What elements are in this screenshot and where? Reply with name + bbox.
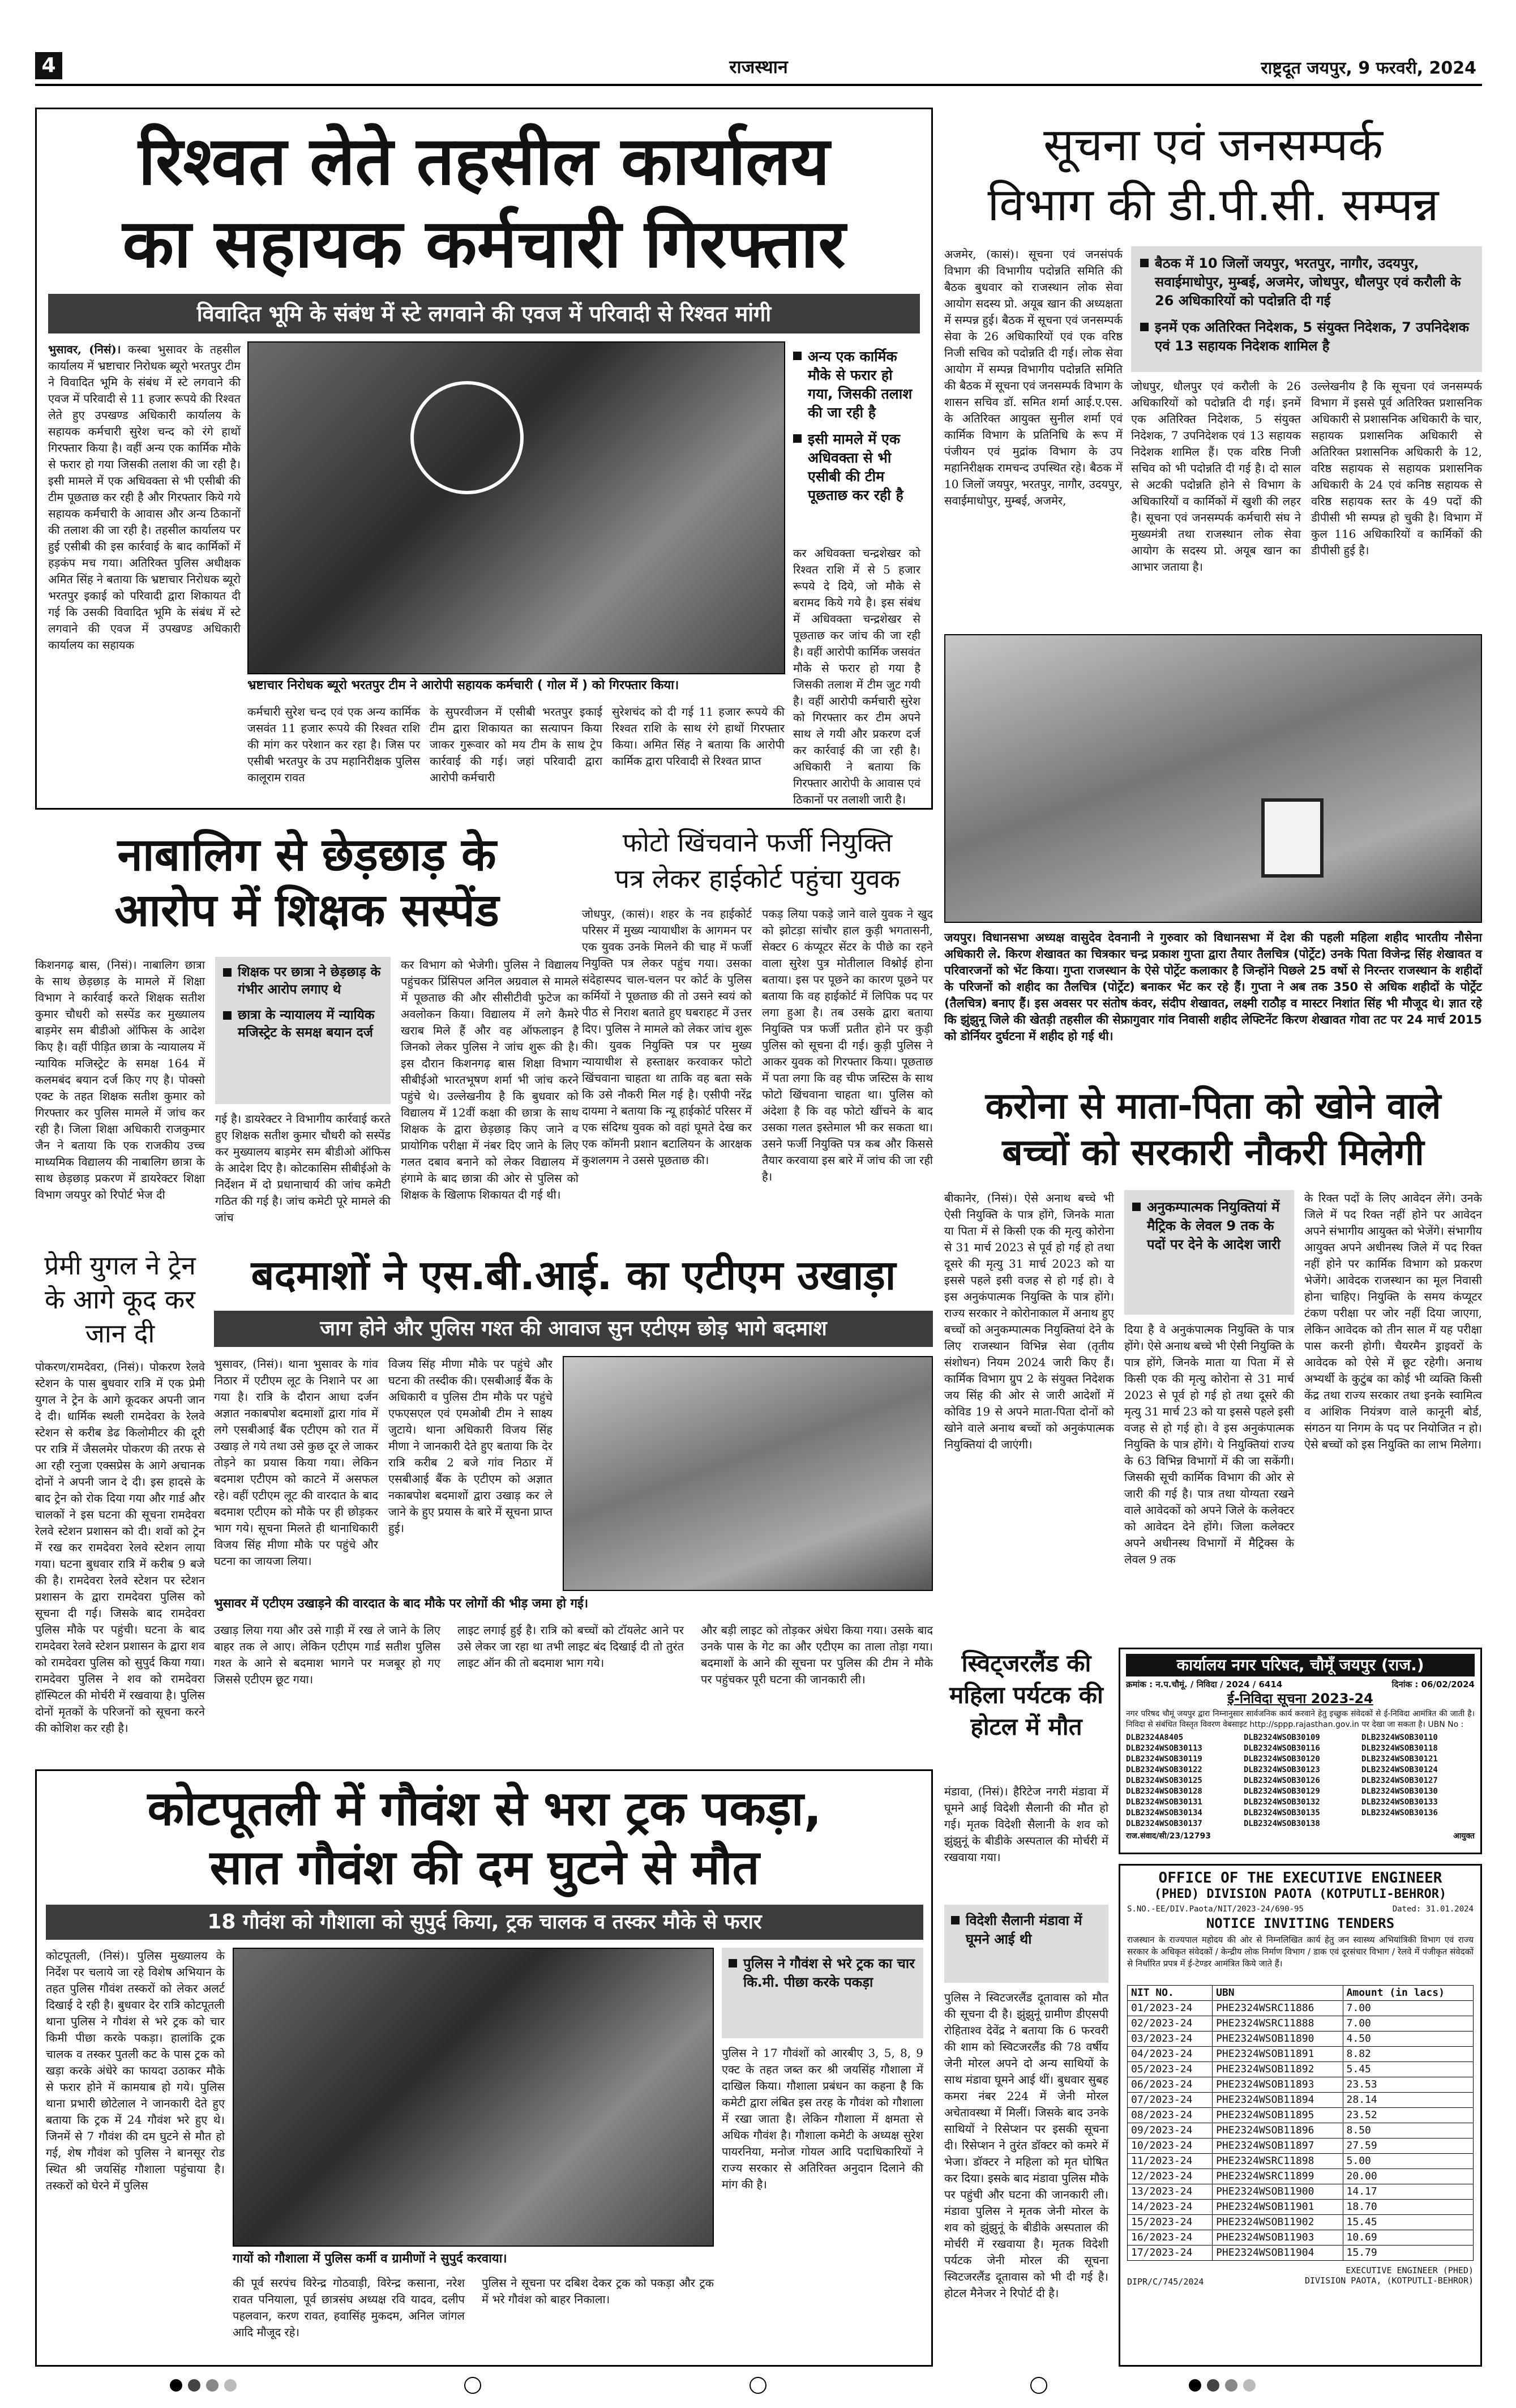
ad2-cell-amount: 28.14 bbox=[1343, 2092, 1473, 2107]
body-bribe-col1 bbox=[48, 341, 241, 797]
ad2-cell-ubn: PHE2324WSOB11892 bbox=[1213, 2061, 1343, 2077]
headline-bribe-1: रिश्वत लेते तहसील कार्यालय bbox=[138, 122, 830, 200]
ad2-cell-nit: 09/2023-24 bbox=[1128, 2123, 1213, 2138]
dateline-bribe: भुसावर, (निसं)। bbox=[48, 343, 121, 356]
ad2-cell-amount: 23.52 bbox=[1343, 2107, 1473, 2123]
body-train: पोकरण/रामदेवरा, (निसं)। पोकरण रेलवे स्टेशन के पास बुधवार रात्रि में एक प्रेमी युगल ने ट्रेन के आगे कूदकर अपनी जान दे दी। धार्मिक स्थली रामदेवरा के रेलवे स्टेशन से करीब डेढ किलोमीटर की दूरी पर रात्रि में जैसलमेर पोकरण की तरफ से आ रही रनुजा एक्सप्रेस के आगे अचानक दोनों ने अपनी जान दे दी। इस हादसे के बाद ट्रेन को रोक दिया गया और गार्ड और चालकों ने इस घटना की सूचना रामदेवरा रेलवे स्टेशन प्रशासन को दी। शवों को ट्रेन में रख कर रामदेवरा रेलवे स्टेशन लाया गया। घटना बुधवार रात्रि में करीब 9 बजे की है। रामदेवरा रेलवे स्टेशन पर स्टेशन प्रशासन के द्वारा रामदेवरा पुलिस को सूचना दी गई। जिसके बाद रामदेवरा पुलिस मौके पर पहुंची। घटना के बाद रामदेवरा रेलवे स्टेशन प्रशासन के द्वारा शव को रामदेवरा पुलिस को सुपुर्द किया गया। रामदेवरा पुलिस ने शव को रामदेवरा हॉस्पिटल की मोर्चरी में रखवाया है। पुलिस दोनों मृतकों के परिजनों को सूचना करने की कोशिश कर रही है। bbox=[35, 1360, 205, 1735]
table-row bbox=[1128, 2092, 1474, 2107]
ad2-cell-ubn: PHE2324WSOB11901 bbox=[1213, 2199, 1343, 2214]
callout-bribe-1: अन्य एक कार्मिक मौके से फरार हो गया, जिसकी तलाश की जा रही है bbox=[793, 347, 920, 422]
ad2-cell-amount: 20.00 bbox=[1343, 2169, 1473, 2184]
body-atm-right: विजय सिंह मीणा मौके पर पहुंचे और घटना की तस्दीक की। एसबीआई बैंक के अधिकारी व पुलिस टीम मौके पर पहुंचे एफएसएल एवं एमओबी टीम ने साक्ष्य जुटाये। थाना अधिकारी विजय सिंह मीणा ने जानकारी देते हुए बताया कि देर रात्रि करीब 2 बजे गांव निठार में एसबीआई बैंक के एटीएम को अज्ञात नकाबपोश बदमाशों द्वारा उखाड़ कर ले जाने के हुए प्रयास के बारे में सूचना प्राप्त हुई। bbox=[388, 1357, 553, 1535]
covid-highlight-box bbox=[1124, 1190, 1294, 1315]
photo-cattle-shelter bbox=[233, 1948, 714, 2247]
ad2-cell-ubn: PHE2324WSOB11893 bbox=[1213, 2077, 1343, 2092]
footer-dot bbox=[1189, 2379, 1201, 2392]
ad1-ubn-code: DLB2324WSOB30109 bbox=[1244, 1733, 1320, 1742]
body-bribe-right: कर अधिवक्ता चन्द्रशेखर को रिश्वत राशि में से 5 हजार रूपये दे दिये, जो मौके से बरामद किये गये है। इस संबंध में अधिवक्ता चन्द्रशेखर से पूछताछ कर जांच की जा रही है। वहीं आरोपी कार्मिक जसवंत मौके से फरार हो गया है जिसकी तलाश में टीम जुट गयी है। वहीं आरोपी कर्मचारी सुरेश को गिरफ्तार कर टीम अपने साथ ले गयी और प्रकरण दर्ज कर कार्रवाई की जा रही है। अधिकारी ने बताया कि गिरफ्तार आरोपी के आवास एवं ठिकानों पर तलाशी जारी है। bbox=[793, 546, 920, 806]
swiss-bullet-1: विदेशी सैलानी मंडावा में घूमने आई थी bbox=[951, 1911, 1102, 1949]
callouts-bribe bbox=[793, 347, 920, 512]
ad1-ubn-code: DLB2324WSOB30119 bbox=[1126, 1754, 1202, 1764]
table-row bbox=[1128, 2184, 1474, 2199]
ad1-ubn-code: DLB2324WSOB30128 bbox=[1126, 1786, 1202, 1796]
ad1-ubn-code: DLB2324WSOB30118 bbox=[1361, 1743, 1438, 1753]
body-covid-left: बीकानेर, (निसं)। ऐसे अनाथ बच्चे भी ऐसी नियुक्ति के पात्र होंगे, जिनके माता या पिता में से किसी एक की मृत्यु कोरोना से 31 मार्च 2023 से पूर्व हो गई हो तथा दूसरे की मृत्यु 31 मार्च 2023 को या इससे पहले इसी वजह से हो गई हो। वे इस अनुकंपात्मक नियुक्ति के पात्र होंगे। राज्य सरकार ने कोरोनाकाल में अनाथ हुए बच्चों को अनुकम्पात्मक नियुक्तियां देने के लिए राजस्थान विभिन्न सेवा (तृतीय संशोधन) नियम 2024 जारी किए हैं। कार्मिक विभाग ग्रुप 2 के संयुक्त निदेशक जय सिंह की ओर से जारी आदेशों में कोविड 19 से अपने माता-पिता दोनों को खोने वाले अनाथ बच्चों को अनुकंपात्मक नियुक्तियां दी जाएंगी। bbox=[944, 1191, 1114, 1451]
body-bribe-lead: कस्बा भुसावर के तहसील कार्यालय में भ्रष्टाचार निरोधक ब्यूरो भरतपुर टीम ने विवादित भूमि के संबंध में स्टे लगवाने की एवज में परिवादी से 11 हजार रूपये की रिश्वत लेते हुए उपखण्ड अधिकारी कार्यालय के सहायक कर्मचारी सुरेश चन्द को रंगे हाथों गिरफ्तार किया है। वहीं अन्य एक कार्मिक मौके से फरार हो गया जिसकी तलाश की जा रही है। इसी मामले में एक अधिवक्ता से भी एसीबी की टीम पूछताछ कर रही है और गिरफ्तार किये गये सहायक कर्मचारी के आवास और अन्य ठिकानों की तलाश की जा रही है। तहसील कार्यालय पर हुई एसीबी की इस कार्रवाई के बाद कार्मिकों में हड़कंप मच गया। bbox=[48, 343, 241, 570]
ad2-cell-ubn: PHE2324WSOB11891 bbox=[1213, 2046, 1343, 2061]
ad1-ubn-code: DLB2324WSOB30125 bbox=[1126, 1776, 1202, 1785]
caption-portrait-gift: जयपुर। विधानसभा अध्यक्ष वासुदेव देवनानी ने गुरुवार को विधानसभा में देश की पहली महिला शहीद भारतीय नौसेना अधिकारी ले. किरण शेखावत का चित्रकार चन्द्र प्रकाश गुप्ता द्वारा तैयार तैलचित्र (पोर्ट्रेट) उनके पिता विजेन्द्र सिंह शेखावत व परिवारजनों को भेंट किया। गुप्ता राजस्थान के ऐसे पोर्ट्रेट कलाकार है जिन्होंने पिछले 25 वर्षो से निरन्तर राजस्थान के शहीदों के परिजनों को शहीद का तैलचित्र (पोर्ट्रेट) बनाकर भेंट कर रहे हैं। गुप्ता ने अब तक 350 से अधिक शहीदों के पोर्ट्रेट (तैलचित्र) बनाए हैं। इस अवसर पर संतोष कंवर, संदीप शेखावत, लक्ष्मी राठौड़ व मास्टर निशांत सिंह भी मौजूद थे। ज्ञात रहे कि झुंझुनू जिले की खेतड़ी तहसील की सेफ्रागुवार गांव निवासी शहीद लेफ्टिनेंट किरण शेखावत गोवा तट पर 24 मार्च 2015 को डोर्नियर दुर्घटना में शहीद हो गई थी। bbox=[944, 931, 1482, 1043]
story-fake-appointment bbox=[582, 821, 933, 1237]
swiss-bullets bbox=[951, 1911, 1102, 1949]
table-row bbox=[1128, 2031, 1474, 2046]
table-row bbox=[1128, 2138, 1474, 2153]
footer-dot bbox=[1243, 2379, 1256, 2392]
ad1-ubn-code: DLB2324WSOB30122 bbox=[1126, 1765, 1202, 1774]
photo-highlight-circle bbox=[410, 381, 524, 494]
ad2-footer-right bbox=[1305, 2265, 1474, 2287]
ad1-ubn-code: DLB2324WSOB30121 bbox=[1361, 1754, 1438, 1764]
table-row bbox=[1128, 2077, 1474, 2092]
story-teacher-suspended bbox=[35, 821, 579, 1237]
body-bribe-under2: के सुपरवीजन में एसीबी भरतपुर इकाई टीम द्वारा शिकायत का सत्यापन किया जाकर गुरूवार को मय टीम के साथ ट्रेप कार्रवाई की गई। जहां परिवादी द्वारा आरोपी कर्मचारी bbox=[430, 705, 602, 784]
teacher-highlight-box bbox=[215, 957, 391, 1104]
ad2-cell-nit: 06/2023-24 bbox=[1128, 2077, 1213, 2092]
footer-dot bbox=[206, 2379, 219, 2392]
footer-registration-dots-right bbox=[1189, 2379, 1261, 2394]
story-dpc bbox=[944, 108, 1482, 628]
paper-date: राष्ट्रदूत जयपुर, 9 फरवरी, 2024 bbox=[1261, 58, 1476, 78]
ad-chomu-tender bbox=[1119, 1648, 1482, 1854]
body-bribe-under1: कर्मचारी सुरेश चन्द एवं एक अन्य कार्मिक जसवंत 11 हजार रूपये की रिश्वत राशि की मांग कर परेशान कर रहा है। जिस पर एसीबी भरतपुर के उप महानिरीक्षक पुलिस कालूराम रावत bbox=[247, 705, 420, 784]
body-bribe-under3: सुरेशचंद को दी गई 11 हजार रूपये की रिश्वत राशि के साथ रंगे हाथों गिरफ्तार किया। अमित सिंह ने बताया कि आरोपी कार्मिक द्वारा परिवादी से रिश्वत प्राप्त bbox=[612, 705, 785, 768]
ad2-body: राजस्थान के राज्यपाल महोदय की ओर से निम्नलिखित कार्य हेतु जन स्वास्थ्य अभियांत्रिकी विभाग एवं राज्य सरकार के अधिकृत संवेदकों / केन्द्रीय लोक निर्माण विभाग / डाक एवं दूरसंचार विभाग / रेलवे में पंजीकृत संवेदकों से निर्धारित प्रपत्र में ई-टेण्डर आमंत्रित किये जाते हैं। bbox=[1127, 1934, 1474, 1969]
story-bribe-arrest bbox=[35, 108, 933, 810]
ad1-ubn-code: DLB2324WSOB30131 bbox=[1126, 1797, 1202, 1807]
crosshair-icon bbox=[464, 2377, 481, 2394]
table-row bbox=[1128, 2199, 1474, 2214]
ad2-cell-amount: 15.45 bbox=[1343, 2214, 1473, 2230]
story-cattle-truck bbox=[35, 1769, 933, 2367]
headline-cattle-2: सात गौवंश की दम घुटने से मौत bbox=[209, 1840, 760, 1895]
footer-registration-dots bbox=[170, 2379, 242, 2394]
ad1-ubn-code: DLB2324WSOB30132 bbox=[1244, 1797, 1320, 1807]
ad2-cell-nit: 11/2023-24 bbox=[1128, 2153, 1213, 2169]
crosshair-icon bbox=[1030, 2377, 1047, 2394]
ad2-cell-ubn: PHE2324WSOB11900 bbox=[1213, 2184, 1343, 2199]
table-row bbox=[1128, 2169, 1474, 2184]
ad2-cell-ubn: PHE2324WSOB11896 bbox=[1213, 2123, 1343, 2138]
callout-bribe-2: इसी मामले में एक अधिवक्ता से भी एसीबी की टीम पूछताछ कर रही है bbox=[793, 430, 920, 504]
masthead-rule bbox=[35, 84, 1482, 86]
ad1-ubn-code: DLB2324WSOB30133 bbox=[1361, 1797, 1438, 1807]
table-row bbox=[1128, 2123, 1474, 2138]
table-row bbox=[1128, 2214, 1474, 2230]
ad1-ubn-code: DLB2324A8405 bbox=[1126, 1733, 1184, 1742]
ad1-body: नगर परिषद चौमूं जयपुर द्वारा निम्नानुसार सार्वजनिक कार्य करवाने हेतु इच्छुक संवेदकों से ई-निविदा आमंत्रित की जाती है। निविदा से संबंधित विस्तृत विवरण वेबसाइट http://sppp.rajasthan.gov.in पर देखा जा सकता है। UBN No : bbox=[1126, 1709, 1475, 1729]
body-cattle-right: पुलिस ने 17 गौवंशों को आरबीए 3, 5, 8, 9 एक्ट के तहत जब्त कर श्री जयसिंह गौशाला में दाखिल किया। गौशाला प्रबंधन का कहना है कि कमेटी द्वारा लंबित इस तरह के गौवंश को गौशाला में रखा जाता है। लेकिन गौशाला में क्षमता से अधिक गौवंश है। गौशाला कमेटी के अध्यक्ष सुरेश पायरनिया, मनोज गोयल आदि पदाधिकारियों ने राज्य सरकार से अतिरिक्त अनुदान दिलाने की मांग की है। bbox=[722, 2046, 923, 2191]
caption-bribe: भ्रष्टाचार निरोधक ब्यूरो भरतपुर टीम ने आरोपी सहायक कर्मचारी ( गोल में ) को गिरफ्तार किया। bbox=[247, 678, 679, 692]
ad2-cell-nit: 17/2023-24 bbox=[1128, 2245, 1213, 2260]
story-covid-orphans bbox=[944, 1081, 1482, 1636]
ad2-cell-amount: 4.50 bbox=[1343, 2031, 1473, 2046]
headline-teacher-2: आरोप में शिक्षक सस्पेंड bbox=[114, 884, 499, 936]
ad1-ubn-code: DLB2324WSOB30127 bbox=[1361, 1776, 1438, 1785]
ad2-date: Dated: 31.01.2024 bbox=[1392, 1905, 1474, 1914]
deck-atm: जाग होने और पुलिस गश्त की आवाज सुन एटीएम छोड़ भागे बदमाश bbox=[214, 1311, 933, 1347]
ad2-header-nit: NIT NO. bbox=[1128, 1985, 1213, 2000]
ad2-footer-row bbox=[1127, 2265, 1474, 2287]
ad2-cell-nit: 15/2023-24 bbox=[1128, 2214, 1213, 2230]
headline-swiss: स्विट्जरलैंड की महिला पर्यटक की होटल में मौत bbox=[949, 1649, 1103, 1740]
ad2-cell-nit: 13/2023-24 bbox=[1128, 2184, 1213, 2199]
ad2-cell-ubn: PHE2324WSOB11894 bbox=[1213, 2092, 1343, 2107]
ad1-ubn-code: DLB2324WSOB30116 bbox=[1244, 1743, 1320, 1753]
ad2-header-amount: Amount (in lacs) bbox=[1343, 1985, 1473, 2000]
ad2-cell-nit: 03/2023-24 bbox=[1128, 2031, 1213, 2046]
ad2-ref-row bbox=[1127, 1905, 1474, 1914]
photo-atm-crowd bbox=[563, 1356, 933, 1591]
ad-phed-nit bbox=[1119, 1864, 1482, 2367]
body-swiss-2: पुलिस ने स्विटजरलैंड दूतावास को मौत की सूचना दी है। झुंझुनूं ग्रामीण डीएसपी रोहिताश्व देवेंद्र ने बताया कि 6 फरवरी की शाम को स्विटजरलैंड की 78 वर्षीय जेनी मोरल अपने दो अन्य साथियों के साथ मंडावा घूमने आई थीं। बुधवार सुबह कमरा नंबर 224 में जेनी मोरल अचेतावस्था में मिलीं। जिसके बाद उनके साथियों ने रिसेप्शन पर इसकी सूचना दी। रिसेप्शन ने तुरंत डॉक्टर को कमरे में भेजा। डॉक्टर ने महिला को मृत घोषित कर दिया। इसके बाद मंडावा पुलिस मौके पर पहुंची और घटना की जानकारी ली। मंडावा पुलिस ने मृतक जेनी मोरल के शव को झुंझुनूं के बीडीके अस्पताल की मोर्चरी में रखवाया है। मृतक विदेशी पर्यटक जेनी मोरल की सूचना स्विटजरलैंड दूतावास को भी दी गई है। होटल मैनेजर ने रिपोर्ट दी है। bbox=[944, 1991, 1108, 2300]
table-row bbox=[1128, 2061, 1474, 2077]
covid-bullets bbox=[1132, 1198, 1286, 1254]
body-cattle-left: कोटपूतली, (निसं)। पुलिस मुख्यालय के निर्देश पर चलाये जा रहे विशेष अभियान के तहत पुलिस गौवंश तस्करों को लेकर अलर्ट दिखाई दे रही है। बुधवार देर रात्रि कोटपूतली थाना पुलिस ने गौवंश से भरे ट्रक को चार किमी पीछा करके पकड़ा। हालांकि ट्रक चालक व तस्कर पुतली कट के पास ट्रक को खड़ा करके अंधेरे का फायदा उठाकर मौके से फरार होने में कामयाब हो गये। पुलिस थाना प्रभारी छोटेलाल ने जानकारी देते हुए बताया कि ट्रक में 24 गौवंश भरे हुए थे। जिनमें से 7 गौवंश की दम घुटने से मौत हो गई, शेष गौवंश को पुलिस ने बानसूर रोड स्थित श्री जयसिंह गौशाला पहुंचाया है। तस्करों को घेरने में पुलिस bbox=[46, 1949, 225, 2192]
ad2-ref: S.NO.-EE/DIV.Paota/NIT/2023-24/690-95 bbox=[1127, 1905, 1304, 1914]
ad2-tender-table bbox=[1127, 1985, 1474, 2261]
dpc-highlight-box bbox=[1131, 246, 1482, 372]
body-atm-under2: लाइट लगाई हुई है। रात्रि को बच्चों को टॉयलेट आने पर उसे लेकर जा रहा था तभी लाइट बंद दिखाई दी तो तुरंत लाइट ऑन की तो बदमाश भाग गये। bbox=[457, 1623, 684, 1670]
ad1-ubn-code: DLB2324WSOB30134 bbox=[1126, 1808, 1202, 1817]
ad1-ref: क्रमांक : न.प.चौमूं. / निविदा / 2024 / 6414 bbox=[1126, 1679, 1283, 1690]
caption-cattle: गायों को गौशाला में पुलिस कर्मी व ग्रामीणों ने सुपुर्द करवाया। bbox=[233, 2252, 507, 2266]
photo-acb-team bbox=[247, 341, 785, 674]
footer-dot bbox=[1225, 2379, 1237, 2392]
deck-cattle: 18 गौवंश को गौशाला को सुपुर्द किया, ट्रक चालक व तस्कर मौके से फरार bbox=[46, 1905, 923, 1940]
ad1-codes bbox=[1126, 1733, 1475, 1829]
teacher-bullets bbox=[223, 964, 383, 1042]
ad1-title: कार्यालय नगर परिषद, चौमूँ जयपुर (राज.) bbox=[1126, 1654, 1475, 1676]
ad2-cell-ubn: PHE2324WSOB11895 bbox=[1213, 2107, 1343, 2123]
ad1-ubn-code: DLB2324WSOB30123 bbox=[1244, 1765, 1320, 1774]
ad1-sign: आयुक्त bbox=[1453, 1831, 1475, 1841]
footer-dot bbox=[1207, 2379, 1219, 2392]
body-cattle-under1: की पूर्व सरपंच विरेन्द्र गोठवाड़ी, विरेन्द्र कसाना, नरेश रावत पनियाला, पूर्व छात्रसंघ अध्यक्ष रवि यादव, दलीप पहलवान, करण रावत, हवासिंह मुकदम, अनिल जांगल आदि मौजूद रहे। bbox=[233, 2276, 465, 2339]
body-bribe-col1b: अतिरिक्त पुलिस अधीक्षक अमित सिंह ने बताया कि भ्रष्टाचार निरोधक ब्यूरो भरतपुर इकाई को परिवादी द्वारा शिकायत दी गई कि उसकी विवादित भूमि के संबंध में स्टे लगवाने की एवज में उपखण्ड अधिकारी कार्यालय का सहायक bbox=[48, 556, 241, 652]
ad1-footer: राज.संवाद/सी/23/12793 bbox=[1126, 1831, 1211, 1841]
ad1-ubn-code: DLB2324WSOB30130 bbox=[1361, 1786, 1438, 1796]
ad1-subtitle: ई-निविदा सूचना 2023-24 bbox=[1227, 1691, 1373, 1707]
ad2-cell-amount: 18.70 bbox=[1343, 2199, 1473, 2214]
body-covid-right: के रिक्त पदों के लिए आवेदन लेंगे। उनके जिले में पद रिक्त नहीं होने पर आवेदन अपने संभागीय आयुक्त को भेजेंगे। संभागीय आयुक्त अपने अधीनस्थ जिले में पद रिक्त नहीं होने पर कार्मिक विभाग को प्रकरण भेजेंगे। आवेदक राजस्थान का मूल निवासी होना चाहिए। नियुक्ति के समय कंप्यूटर टंकण परीक्षा पर जोर नहीं दिया जाएगा, लेकिन आवेदक को तीन साल में यह परीक्षा पास करनी होगी। चैयरमैन ड्राइवरों के आवेदक को ऐसे में छूट रहेगी। अनाथ अभ्यर्थी के कुटुंब का कोई भी व्यक्ति किसी केंद्र तथा राज्य सरकार तथा इनके स्वामित्व व आंशिक नियंत्रण वाले कानूनी बोर्ड, संगठन या निगम के पद पर नियोजित न हो। ऐसे बच्चों को इस नियुक्ति का लाभ मिलेगा। bbox=[1304, 1191, 1482, 1451]
story-train-suicide bbox=[35, 1248, 205, 1758]
story-swiss-tourist bbox=[944, 1648, 1108, 2367]
ad2-cell-amount: 7.00 bbox=[1343, 2000, 1473, 2016]
cattle-highlight-box bbox=[722, 1948, 923, 2038]
body-teacher: किशनगढ़ बास, (निसं)। नाबालिग छात्रा के साथ छेड़छाड़ के मामले में शिक्षा विभाग ने कार्रवाई करते शिक्षक सतीश कुमार चौधरी को सस्पेंड कर मुख्यालय बाड़मेर सम बीडीओ ऑफिस के आदेश किए है। वहीं पीड़ित छात्रा के न्यायालय में न्यायिक मजिस्ट्रेट के समक्ष 164 में कलमबंद बयान दर्ज किए गए है। पोक्सो एक्ट के तहत शिक्षक सतीश कुमार को गिरफ्तार कर पुलिस मामले में जांच कर रही है। जिला शिक्षा अधिकारी राजकुमार जैन ने बताया कि एक राजकीय उच्च माध्यमिक विद्यालय की नाबालिग छात्रा के साथ छेड़छाड़ प्रकरण में डायरेक्टर शिक्षा विभाग जयपुर को रिपोर्ट भेज दी bbox=[35, 958, 205, 1201]
covid-bullet-1: अनुकम्पात्मक नियुक्तियां में मैट्रिक के लेवल 9 तक के पदों पर देने के आदेश जारी bbox=[1132, 1198, 1286, 1254]
table-row bbox=[1128, 2153, 1474, 2169]
ad1-ubn-code: DLB2324WSOB30138 bbox=[1244, 1819, 1320, 1828]
body-fake-left: जोधपुर, (कासं)। शहर के नव हाईकोर्ट परिसर में मुख्य न्यायाधीश के आगमन पर एक युवक उनके मिलने की चाह में फर्जी नियुक्ति पत्र लेकर पहुंच गया। उसका संदेहास्पद चाल-चलन पर कोर्ट के पुलिस कर्मियों ने पूछताछ की तो उसने स्वयं को पीठ से निराश बताते हुए घबराहट में उत्तर दिए। पुलिस ने मामले को लेकर जांच शुरू की। युवक नियुक्ति पत्र पर मुख्य न्यायाधीश से हस्ताक्षर करवाकर फोटो खिंचवाना चाहता था ताकि वह बता सके कि उसे नौकरी मिल गई है। एसीपी नरेंद्र दायमा ने बताया कि न्यू हाईकोर्ट परिसर में एक संदिग्ध युवक को वहां घूमते देख कर एक कॉमनी प्रशान बटालियन के आरक्षक कुशलगम ने उससे पूछताछ की। bbox=[582, 907, 752, 1167]
ad2-title2: (PHED) DIVISION PAOTA (KOTPUTLI-BEHROR) bbox=[1154, 1887, 1447, 1901]
ad2-sign-1: EXECUTIVE ENGINEER (PHED) bbox=[1346, 2265, 1474, 2276]
ad2-nit: NOTICE INVITING TENDERS bbox=[1206, 1915, 1395, 1932]
ad2-cell-ubn: PHE2324WSOB11890 bbox=[1213, 2031, 1343, 2046]
ad2-cell-ubn: PHE2324WSOB11897 bbox=[1213, 2138, 1343, 2153]
ad2-title1: OFFICE OF THE EXECUTIVE ENGINEER bbox=[1158, 1870, 1442, 1887]
body-dpc-mid: जोधपुर, धौलपुर एवं करौली के 26 अधिकारियों को पदोन्नति दी गई। इनमें एक अतिरिक्त निदेशक, 5 संयुक्त निदेशक, 7 उपनिदेशक एवं 13 सहायक निदेशक शामिल हैं। एक वरिष्ठ निजी सचिव को भी पदोन्नति दी गई है। दो साल से अटकी पदोन्नति होने से विभाग के अधिकारियों व कार्मिकों में खुशी की लहर है। सूचना एवं जनसम्पर्क कर्मचारी संघ ने मुख्यमंत्री तथा राजस्थान लोक सेवा आयोग के सदस्य प्रो. अयूब खान का आभार जताया है। bbox=[1131, 379, 1301, 574]
ad2-sign-2: DIVISION PAOTA, (KOTPUTLI-BEHROR) bbox=[1304, 2275, 1474, 2286]
ad1-ubn-code: DLB2324WSOB30136 bbox=[1361, 1808, 1438, 1817]
ad1-footer-row bbox=[1126, 1830, 1475, 1841]
body-atm-under1: उखाड़ लिया गया और उसे गाड़ी में रख ले जाने के लिए बाहर तक ले आए। लेकिन एटीएम गार्ड सतीश पुलिस गश्त के आने से बदमाश भागने पर मजबूर हो गए जिससे एटीएम छूट गया। bbox=[214, 1623, 440, 1686]
ad2-table-header bbox=[1128, 1985, 1474, 2000]
ad2-cell-ubn: PHE2324WSRC11898 bbox=[1213, 2153, 1343, 2169]
ad2-cell-ubn: PHE2324WSOB11902 bbox=[1213, 2214, 1343, 2230]
ad2-cell-nit: 10/2023-24 bbox=[1128, 2138, 1213, 2153]
body-teacher-mid: गई है। डायरेक्टर ने विभागीय कार्रवाई करते हुए शिक्षक सतीश कुमार चौधरी को सस्पेंड कर मुख्यालय बाड़मेर सम बीडीओ ऑफिस के आदेश दिए है। कोटकासिम सीबीईओ के निर्देशन में दो प्रधानाचार्य की जांच कमेटी गठित की गई है। जांच कमेटी पूरे मामले की जांच bbox=[215, 1112, 391, 1224]
ad1-ref-row bbox=[1126, 1679, 1475, 1690]
ad2-cell-amount: 15.79 bbox=[1343, 2245, 1473, 2260]
table-row bbox=[1128, 2245, 1474, 2260]
ad2-cell-ubn: PHE2324WSRC11888 bbox=[1213, 2016, 1343, 2031]
footer-dot bbox=[224, 2379, 237, 2392]
crosshair-icon bbox=[750, 2377, 766, 2394]
ad2-cell-amount: 5.00 bbox=[1343, 2153, 1473, 2169]
body-teacher-right: कर विभाग को भेजेगी। पुलिस ने विद्यालय पहुंचकर प्रिंसिपल अनिल अग्रवाल से मामले में पूछताछ की और सीसीटीवी फुटेज का अवलोकन किया। विद्यालय में लगे कैमरे खराब मिले हैं और वह ऑफलाइन है जिनको लेकर पुलिस ने जांच शुरू की है। इस दौरान किशनगढ़ बास शिक्षा विभाग सीबीईओ भारतभूषण शर्मा भी जांच करने पहुंचे थे। उल्लेखनीय है कि बुधवार को विद्यालय में 12वीं कक्षा की छात्रा के साथ शिक्षक के द्वारा छेड़छाड़ किए जाने व प्रायोगिक परीक्षा में नंबर दिए जाने के लिए गलत दबाव बनाने को लेकर विद्यालय में हंगामे के बाद छात्रा की ओर से पुलिस को शिक्षक के खिलाफ शिकायत दी गई थी। bbox=[401, 958, 579, 1201]
ad2-cell-nit: 07/2023-24 bbox=[1128, 2092, 1213, 2107]
teacher-bullet-1: शिक्षक पर छात्रा ने छेड़छाड़ के गंभीर आरोप लगाए थे bbox=[223, 964, 383, 999]
body-covid-mid: दिया है वे अनुकंपात्मक नियुक्ति के पात्र होंगे। ऐसे अनाथ बच्चे भी ऐसी नियुक्ति के पात्र होंगे, जिनके माता या पिता में से किसी एक की मृत्यु कोरोना से 31 मार्च 2023 से पूर्व हो गई हो तथा दूसरे की मृत्यु 31 मार्च 23 को या इससे पहले इसी वजह से हो गई हो। वे इस अनुकंपात्मक नियुक्ति के पात्र होंगे। ये नियुक्तियां राज्य के 63 विभिन्न विभागों में की जा सकेंगी। जिसकी सूची कार्मिक विभाग की ओर से जारी की गई है। पात्र तथा योग्यता रखने वाले आवेदकों को अपने जिले के कलेक्टर को आवेदन देने होंगे। जिला कलेक्टर अपने अधीनस्थ विभागों में मैट्रिक्स के लेवल 9 तक bbox=[1124, 1323, 1294, 1566]
body-dpc-right: उल्लेखनीय है कि सूचना एवं जनसम्पर्क विभाग में इससे पूर्व अतिरिक्त प्रशासनिक अधिकारी से प्रशासनिक अधिकारी के चार, सहायक प्रशासनिक अधिकारी से अतिरिक्त प्रशासनिक अधिकारी के 12, वरिष्ठ सहायक से सहायक प्रशासनिक अधिकारी के 24 एवं कनिष्ठ सहायक से वरिष्ठ सहायक स्तर के 49 पदों की डीपीसी भी सम्पन्न हो चुकी है। विभाग में कुल 116 अधिकारियों व कार्मिकों की डीपीसी हुई है। bbox=[1311, 379, 1482, 557]
ad2-cell-amount: 23.53 bbox=[1343, 2077, 1473, 2092]
footer-dot bbox=[188, 2379, 200, 2392]
ad2-cell-amount: 5.45 bbox=[1343, 2061, 1473, 2077]
ad2-cell-nit: 08/2023-24 bbox=[1128, 2107, 1213, 2123]
ad1-ubn-code: DLB2324WSOB30129 bbox=[1244, 1786, 1320, 1796]
headline-atm: बदमाशों ने एस.बी.आई. का एटीएम उखाड़ा bbox=[251, 1251, 896, 1299]
headline-dpc-1: सूचना एवं जनसम्पर्क bbox=[1043, 118, 1383, 171]
cattle-bullet-1: पुलिस ने गौवंश से भरे ट्रक का चार कि.मी. पीछा करके पकड़ा bbox=[729, 1954, 917, 1992]
body-dpc-left: अजमेर, (कासं)। सूचना एवं जनसंपर्क विभाग की विभागीय पदोन्नति समिति की बैठक बुधवार को राजस्थान लोक सेवा आयोग सदस्य प्रो. अयूब खान की अध्यक्षता में सम्पन्न हुई। बैठक में सूचना एवं जनसम्पर्क सेवा के 26 अधिकारियों एवं एक वरिष्ठ निजी सचिव को पदोन्नति दी गई। लोक सेवा आयोग में सम्पन्न विभागीय पदोन्नति समिति की बैठक में सूचना एवं जनसम्पर्क विभाग के शासन सचिव डॉ. समित शर्मा आई.ए.एस. के अतिरिक्त आयुक्त सुनील शर्मा एवं कार्मिक विभाग के प्रतिनिधि के रूप में पंजीयन एवं मुद्रांक विभाग के उप महानिरीक्षक रामचन्द उपस्थित रहे। बैठक में 10 जिलों जयपुर, भरतपुर, नागौर, उदयपुर, सवाईमाधोपुर, मुम्बई, अजमेर, bbox=[944, 247, 1123, 507]
dpc-bullets bbox=[1140, 254, 1473, 356]
headline-dpc-2: विभाग की डी.पी.सी. सम्पन्न bbox=[987, 178, 1439, 231]
story-atm-uprooted bbox=[214, 1248, 933, 1758]
ad2-cell-ubn: PHE2324WSRC11886 bbox=[1213, 2000, 1343, 2016]
ad2-cell-nit: 01/2023-24 bbox=[1128, 2000, 1213, 2016]
dpc-bullet-1: बैठक में 10 जिलों जयपुर, भरतपुर, नागौर, उदयपुर, सवाईमाधोपुर, मुम्बई, अजमेर, जोधपुर, धौलपुर एवं करौली के 26 अधिकारियों को पदोन्नति दी गई bbox=[1140, 254, 1473, 310]
body-fake-right: पकड़ लिया पकड़े जाने वाले युवक ने खुद को झोटड़ा सांचौर हाल कुड़ी भगतासनी, सेक्टर 6 कंप्यूटर सेंटर के पीछे का रहने वाला सुरेश पुत्र मोतीलाल विश्नोई होना बताया। इस पर पूछने का कारण पूछने पर बताया कि वह हाईकोर्ट में लिपिक पद पर लगा हुआ है। तब उसके द्वारा बताया नियुक्ति पत्र फर्जी प्रतीत होने पर कुड़ी पुलिस को सूचना दी गई। कुड़ी पुलिस ने आकर युवक को गिरफ्तार किया। पूछताछ में पता लगा कि वह चीफ जस्टिस के साथ फोटो खिंचवाना चाहता था। पुलिस को अंदेशा है कि वह फोटो खींचने के बाद उसका गलत इस्तेमाल भी कर सकता था। उसने फर्जी नियुक्ति पत्र कब और किससे तैयार करवाया इस बारे में जांच की जा रही है। bbox=[762, 907, 933, 1183]
story-portrait-gift bbox=[944, 634, 1482, 1076]
ad2-cell-nit: 04/2023-24 bbox=[1128, 2046, 1213, 2061]
teacher-bullet-2: छात्रा के न्यायालय में न्यायिक मजिस्ट्रेट के समक्ष बयान दर्ज bbox=[223, 1007, 383, 1042]
ad2-cell-ubn: PHE2324WSOB11904 bbox=[1213, 2245, 1343, 2260]
ad2-cell-nit: 05/2023-24 bbox=[1128, 2061, 1213, 2077]
ad2-cell-nit: 14/2023-24 bbox=[1128, 2199, 1213, 2214]
ad2-cell-amount: 8.50 bbox=[1343, 2123, 1473, 2138]
ad1-ubn-code: DLB2324WSOB30113 bbox=[1126, 1743, 1202, 1753]
headline-covid-2: बच्चों को सरकारी नौकरी मिलेगी bbox=[1002, 1132, 1424, 1174]
headline-bribe-2: का सहायक कर्मचारी गिरफ्तार bbox=[122, 204, 846, 283]
ad2-cell-ubn: PHE2324WSRC11899 bbox=[1213, 2169, 1343, 2184]
table-row bbox=[1128, 2046, 1474, 2061]
ad1-ref-date: दिनांक : 06/02/2024 bbox=[1391, 1679, 1475, 1690]
table-row bbox=[1128, 2016, 1474, 2031]
ad2-cell-nit: 02/2023-24 bbox=[1128, 2016, 1213, 2031]
ad2-header-ubn: UBN bbox=[1213, 1985, 1343, 2000]
photo-portrait-gift bbox=[944, 634, 1482, 923]
headline-covid-1: करोना से माता-पिता को खोने वाले bbox=[985, 1085, 1441, 1127]
ad2-footer-left: DIPR/C/745/2024 bbox=[1127, 2276, 1204, 2287]
headline-train: प्रेमी युगल ने ट्रेन के आगे कूद कर जान दी bbox=[44, 1250, 196, 1349]
ad2-cell-nit: 16/2023-24 bbox=[1128, 2230, 1213, 2245]
headline-fake-2: पत्र लेकर हाईकोर्ट पहुंचा युवक bbox=[615, 863, 900, 894]
dpc-bullet-2: इनमें एक अतिरिक्त निदेशक, 5 संयुक्त निदेशक, 7 उपनिदेशक एवं 13 सहायक निदेशक शामिल है bbox=[1140, 318, 1473, 356]
swiss-highlight-box bbox=[944, 1905, 1108, 1983]
section-name: राजस्थान bbox=[729, 56, 788, 78]
headline-teacher-1: नाबालिग से छेड़छाड़ के bbox=[117, 828, 496, 881]
ad2-cell-amount: 10.69 bbox=[1343, 2230, 1473, 2245]
ad1-ubn-code: DLB2324WSOB30135 bbox=[1244, 1808, 1320, 1817]
headline-fake-1: फोटो खिंचवाने फर्जी नियुक्ति bbox=[622, 827, 893, 858]
ad2-cell-amount: 8.82 bbox=[1343, 2046, 1473, 2061]
headline-cattle-1: कोटपूतली में गौवंश से भरा ट्रक पकड़ा, bbox=[147, 1781, 822, 1836]
ad1-ubn-code: DLB2324WSOB30126 bbox=[1244, 1776, 1320, 1785]
caption-atm: भुसावर में एटीएम उखाड़ने की वारदात के बाद मौके पर लोगों की भीड़ जमा हो गई। bbox=[214, 1597, 589, 1611]
ad1-ubn-code: DLB2324WSOB30137 bbox=[1126, 1819, 1202, 1828]
cattle-bullets bbox=[729, 1954, 917, 1992]
table-row bbox=[1128, 2230, 1474, 2245]
ad2-cell-amount: 14.17 bbox=[1343, 2184, 1473, 2199]
body-atm-left: भुसावर, (निसं)। थाना भुसावर के गांव निठार में एटीएम लूट के निशाने पर आ गया है। रात्रि के दौरान आधा दर्जन अज्ञात नकाबपोश बदमाशों द्वारा गांव में लगे एसबीआई बैंक एटीएम को रात में उखाड़ ले गये तथा उसे कुछ दूर ले जाकर तोड़ने का प्रयास किया गया। लेकिन बदमाश एटीएम को काटने में असफल रहे। वहीं एटीएम लूट की वारदात के बाद बदमाश एटीएम को मौके पर ही छोड़कर भाग गये। सूचना मिलते ही थानाधिकारी विजय सिंह मीणा मौके पर पहुंचे और घटना का जायजा लिया। bbox=[214, 1357, 378, 1568]
ad2-cell-nit: 12/2023-24 bbox=[1128, 2169, 1213, 2184]
table-row bbox=[1128, 2000, 1474, 2016]
portrait-frame-icon bbox=[1261, 798, 1324, 878]
ad1-ubn-code: DLB2324WSOB30124 bbox=[1361, 1765, 1438, 1774]
ad2-cell-amount: 27.59 bbox=[1343, 2138, 1473, 2153]
body-atm-under3: और बड़ी लाइट को तोड़कर अंधेरा किया गया। उसके बाद उनके पास के गेट का और एटीएम का ताला तोड़ा गया। बदमाशों के आने की सूचना पर पुलिस की टीम ने मौके पर पहुंचकर पूरी घटना की जानकारी ली। bbox=[701, 1623, 933, 1686]
deck-bribe: विवादित भूमि के संबंध में स्टे लगवाने की एवज में परिवादी से रिश्वत मांगी bbox=[48, 294, 920, 333]
page-number-badge: 4 bbox=[35, 52, 62, 79]
ad2-cell-ubn: PHE2324WSOB11903 bbox=[1213, 2230, 1343, 2245]
ad2-cell-amount: 7.00 bbox=[1343, 2016, 1473, 2031]
footer-dot bbox=[170, 2379, 182, 2392]
table-row bbox=[1128, 2107, 1474, 2123]
ad1-ubn-code: DLB2324WSOB30120 bbox=[1244, 1754, 1320, 1764]
body-cattle-under2: पुलिस ने सूचना पर दबिश देकर ट्रक को पकड़ा और ट्रक में भरे गौवंश को बाहर निकाला। bbox=[482, 2276, 714, 2306]
ad1-ubn-code: DLB2324WSOB30110 bbox=[1361, 1733, 1438, 1742]
body-swiss-1: मंडावा, (निसं)। हैरिटेज नगरी मंडावा में घूमने आई विदेशी सैलानी की मौत हो गई। मृतक विदेशी सैलानी के शव को झुंझुनूं के बीडीके अस्पताल की मोर्चरी में रखवाया गया। bbox=[944, 1785, 1108, 1864]
